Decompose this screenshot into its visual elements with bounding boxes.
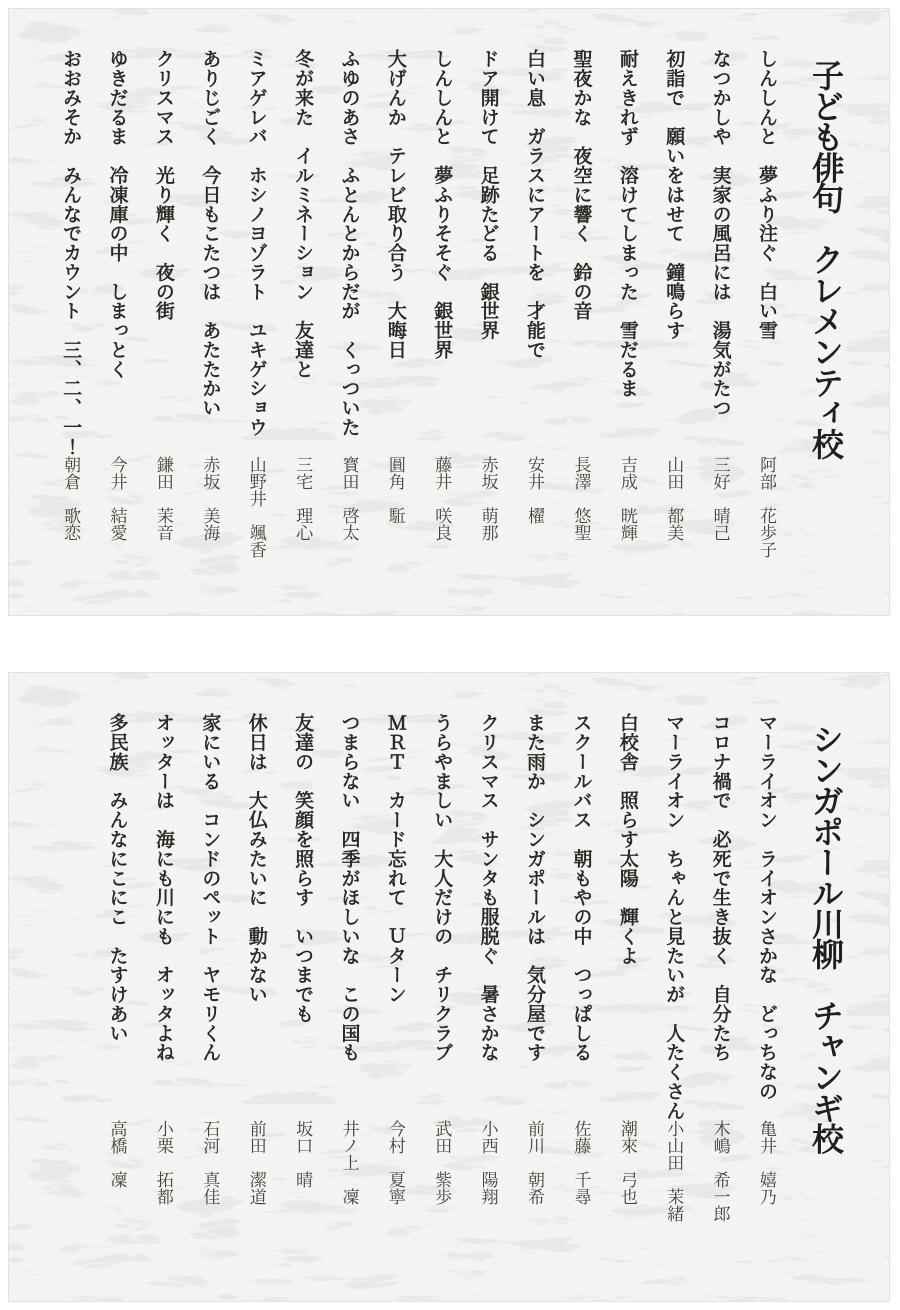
poem-author: 安井 櫂 [525,456,545,524]
poem-author: 長澤 悠聖 [571,456,591,541]
poem-list [93,713,789,1285]
poem-column [743,49,789,599]
poem-text: クリスマス 光り輝く 夜の街 [152,49,174,321]
poem-column [464,49,510,599]
poem-text: 家にいる コンドのペット ヤモリくん [199,713,221,1062]
poem-author: 井ノ上 凜 [339,1120,359,1205]
poem-text: しんしんと 夢ふり注ぐ 白い雪 [756,49,777,340]
poem-author: 佐藤 千尋 [571,1120,591,1205]
poem-text: ミアゲレバ ホシノヨゾラト ユキゲショウ [245,49,267,437]
poem-author: 武田 紫歩 [432,1120,452,1205]
poem-text: 大げんか テレビ取り合う 大晦日 [384,49,406,360]
poem-text: 冬が来た イルミネーション 友達と [292,49,314,379]
poem-author: 前川 朝希 [525,1120,545,1205]
poem-text: ゆきだるま 冷凍庫の中 しまっとく [106,49,128,379]
poem-text: ＭＲＴ カード忘れて Ｕターン [384,713,406,1004]
poem-author: 小西 陽翔 [478,1120,498,1205]
poem-column [650,49,696,599]
poem-column [279,713,325,1285]
poem-column [418,713,464,1285]
section-title: シンガポール川柳 チャンギ校 [808,723,844,1154]
poem-text: スクールバス 朝もやの中 つっぱしる [570,713,592,1062]
poem-author: 潮來 弓也 [617,1120,637,1205]
poem-column [325,49,371,599]
poem-author: 赤坂 萌那 [478,456,498,541]
poem-author: 高橋 凜 [107,1120,127,1188]
poem-column [603,49,649,599]
poem-text: マーライオン ちゃんと見たいが 人たくさん [663,713,685,1120]
poem-text: おおみそか みんなでカウント 三、二、一！ [60,49,82,456]
poem-text: しんしんと 夢ふりそそぐ 銀世界 [431,49,453,360]
poem-text: うらやましい 大人だけの チリクラブ [431,713,453,1062]
poem-column [696,49,742,599]
poem-column [279,49,325,599]
poem-column [743,713,789,1285]
poem-author: 山野井 颯香 [246,456,266,558]
poem-column [140,49,186,599]
poem-column [418,49,464,599]
poem-column [557,49,603,599]
poem-author: 今井 結愛 [107,456,127,541]
poem-column [325,713,371,1285]
section-content [9,673,889,1301]
poem-column [464,713,510,1285]
poem-column [603,713,649,1285]
poem-list [47,49,789,599]
poem-text: なつかしや 実家の風呂には 湯気がたつ [709,49,731,418]
poem-author: 圓角 駈 [385,456,405,524]
poem-author: 鎌田 茉音 [153,456,173,541]
poem-author: 朝倉 歌恋 [61,456,81,541]
poem-column [93,49,139,599]
poem-text: 多民族 みんなにこにこ たすけあい [106,713,128,1043]
poem-column [511,49,557,599]
poem-text: 友達の 笑顔を照らす いつまでも [292,713,314,1024]
poem-text: 初詣で 願いをはせて 鐘鳴らす [663,49,685,340]
poem-text: 白い息 ガラスにアートを 才能で [524,49,546,360]
poem-column [371,49,417,599]
poem-text: ふゆのあさ ふとんとからだが くっついた [338,49,360,437]
poem-column [93,713,139,1285]
poem-text: コロナ禍で 必死で生き抜く 自分たち [709,713,731,1062]
poem-author: 寳田 啓太 [339,456,359,541]
poem-author: 亀井 嬉乃 [757,1120,776,1205]
poem-column [696,713,742,1285]
poem-column [47,49,93,599]
poem-text: ありじごく 今日もこたつは あたたかい [199,49,221,418]
poem-text: 聖夜かな 夜空に響く 鈴の音 [570,49,592,321]
poem-column [371,713,417,1285]
haiku-panel-clementi [8,8,890,616]
poem-author: 阿部 花歩子 [757,456,776,558]
poem-author: 三宅 理心 [293,456,313,541]
poem-text: また雨か シンガポールは 気分屋です [524,713,546,1062]
poem-column [232,49,278,599]
section-title: 子ども俳句 クレメンティ校 [808,59,844,459]
poem-author: 前田 潔道 [246,1120,266,1205]
senryu-panel-changi [8,672,890,1302]
section-content [9,9,889,615]
poem-column [232,713,278,1285]
poem-column [650,713,696,1285]
poem-author: 山田 都美 [664,456,684,541]
poem-text: ドア開けて 足跡たどる 銀世界 [477,49,499,340]
poem-author: 赤坂 美海 [200,456,220,541]
poem-author: 小山田 茉緒 [664,1120,684,1222]
poem-text: つまらない 四季がほしいな この国も [338,713,360,1062]
poem-author: 藤井 咲良 [432,456,452,541]
poem-text: 白校舎 照らす太陽 輝くよ [616,713,638,965]
poem-author: 小栗 拓都 [153,1120,173,1205]
poem-column [186,713,232,1285]
poem-text: オッターは 海にも川にも オッタよね [152,713,174,1062]
poem-text: マーライオン ライオンさかな どっちなの [756,713,777,1101]
poem-author: 坂口 晴 [293,1120,313,1188]
poem-text: 休日は 大仏みたいに 動かない [245,713,267,1004]
poem-text: 耐えきれず 溶けてしまった 雪だるま [616,49,638,398]
poem-author: 今村 夏寧 [385,1120,405,1205]
poem-author: 三好 晴己 [710,456,730,541]
poem-text: クリスマス サンタも服脱ぐ 暑さかな [477,713,499,1062]
poem-column [186,49,232,599]
poem-column [511,713,557,1285]
poem-column [557,713,603,1285]
poem-column [140,713,186,1285]
poem-author: 吉成 晄輝 [617,456,637,541]
poem-author: 石河 真佳 [200,1120,220,1205]
poem-author: 木嶋 希一郎 [710,1120,730,1222]
